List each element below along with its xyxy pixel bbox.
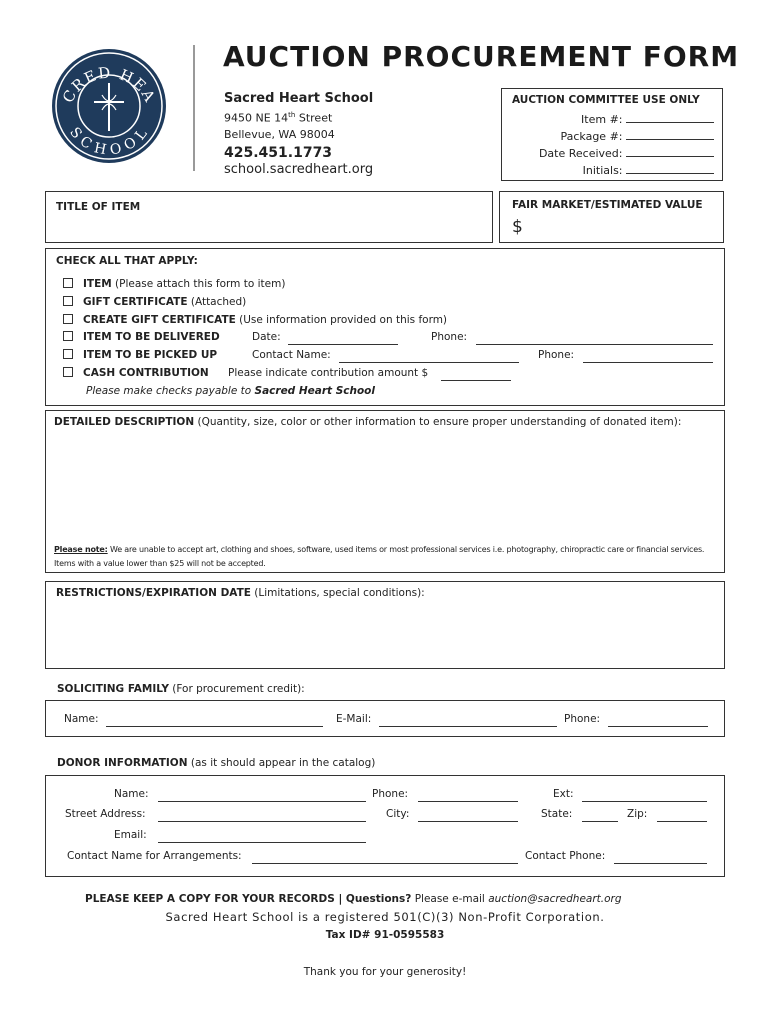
- option-cash: CASH CONTRIBUTION: [63, 367, 209, 379]
- committee-item-field[interactable]: Item #:: [539, 111, 714, 128]
- school-website[interactable]: school.sacredheart.org: [224, 162, 374, 177]
- page-title: AUCTION PROCUREMENT FORM: [223, 40, 740, 73]
- donor-state-input[interactable]: [582, 821, 618, 822]
- donor-heading: DONOR INFORMATION (as it should appear in the catalog): [57, 757, 376, 769]
- donor-phone-label: Phone:: [372, 788, 409, 800]
- logo-bottom-text: SCHOOL: [66, 124, 152, 159]
- check-heading: CHECK ALL THAT APPLY:: [56, 255, 198, 267]
- donor-phone-input[interactable]: [418, 801, 518, 802]
- soliciting-email-label: E-Mail:: [336, 713, 372, 725]
- donor-ext-input[interactable]: [582, 801, 707, 802]
- soliciting-heading: SOLICITING FAMILY (For procurement credit):: [57, 683, 305, 695]
- option-item: ITEM (Please attach this form to item): [63, 278, 285, 290]
- cash-note: Please indicate contribution amount $: [228, 367, 429, 379]
- delivered-checkbox[interactable]: [63, 331, 73, 341]
- checks-note: Please make checks payable to Sacred Heart School: [86, 385, 375, 397]
- soliciting-email-input[interactable]: [379, 726, 557, 727]
- donor-ext-label: Ext:: [553, 788, 574, 800]
- currency-symbol: $: [512, 217, 523, 237]
- committee-title: AUCTION COMMITTEE USE ONLY: [512, 94, 700, 106]
- description-note: Please note: We are unable to accept art, clothing and shoes, software, used items or most professional services i.e. photography, chiropractic care or financial services. Items with a value lower than $25 will not be accepted.: [54, 545, 705, 568]
- donor-street-input[interactable]: [158, 821, 366, 822]
- donor-email-input[interactable]: [158, 842, 366, 843]
- footer-nonprofit: Sacred Heart School is a registered 501(C)(3) Non-Profit Corporation.: [165, 910, 605, 924]
- delivered-phone-label: Phone:: [431, 331, 468, 343]
- option-create: CREATE GIFT CERTIFICATE (Use information provided on this form): [63, 314, 447, 326]
- picked-checkbox[interactable]: [63, 349, 73, 359]
- option-gift: GIFT CERTIFICATE (Attached): [63, 296, 246, 308]
- cash-checkbox[interactable]: [63, 367, 73, 377]
- header-divider: [193, 45, 195, 171]
- donor-zip-input[interactable]: [657, 821, 707, 822]
- soliciting-phone-input[interactable]: [608, 726, 708, 727]
- donor-contact-label: Contact Name for Arrangements:: [67, 850, 242, 862]
- create-checkbox[interactable]: [63, 314, 73, 324]
- donor-city-input[interactable]: [418, 821, 518, 822]
- donor-email-label: Email:: [114, 829, 147, 841]
- donor-city-label: City:: [386, 808, 410, 820]
- donor-state-label: State:: [541, 808, 573, 820]
- description-field[interactable]: [45, 410, 725, 573]
- title-of-item-field[interactable]: [45, 191, 493, 243]
- committee-initials-field[interactable]: Initials:: [539, 162, 714, 179]
- delivered-date-input[interactable]: [288, 344, 398, 345]
- school-phone: 425.451.1773: [224, 145, 333, 161]
- option-picked: ITEM TO BE PICKED UP: [63, 349, 217, 361]
- footer-taxid: Tax ID# 91-0595583: [325, 929, 445, 941]
- committee-fields: [539, 111, 714, 179]
- restrictions-field[interactable]: [45, 581, 725, 669]
- option-delivered: ITEM TO BE DELIVERED: [63, 331, 220, 343]
- school-name: Sacred Heart School: [224, 91, 374, 106]
- soliciting-phone-label: Phone:: [564, 713, 601, 725]
- soliciting-box: [45, 700, 725, 737]
- delivered-phone-input[interactable]: [476, 344, 713, 345]
- check-all-box: [45, 248, 725, 406]
- footer-keep-copy: PLEASE KEEP A COPY FOR YOUR RECORDS | Questions? Please e-mail auction@sacredheart.org: [85, 893, 622, 905]
- committee-box: [501, 88, 723, 181]
- donor-name-input[interactable]: [158, 801, 366, 802]
- logo-top-text: CRED HEA: [58, 63, 160, 106]
- school-street: 9450 NE 14th Street: [224, 111, 333, 125]
- restrictions-heading: RESTRICTIONS/EXPIRATION DATE (Limitations, special conditions):: [56, 587, 425, 599]
- cash-amount-input[interactable]: [441, 380, 511, 381]
- description-heading: DETAILED DESCRIPTION (Quantity, size, color or other information to ensure proper understanding of donated item):: [54, 416, 682, 428]
- fair-market-label: FAIR MARKET/ESTIMATED VALUE: [512, 199, 703, 211]
- school-city: Bellevue, WA 98004: [224, 128, 335, 141]
- donor-contact-phone-input[interactable]: [614, 863, 707, 864]
- picked-contact-label: Contact Name:: [252, 349, 331, 361]
- fair-market-field[interactable]: [499, 191, 724, 243]
- picked-contact-input[interactable]: [339, 362, 519, 363]
- donor-name-label: Name:: [114, 788, 149, 800]
- soliciting-name-input[interactable]: [106, 726, 323, 727]
- footer-thanks: Thank you for your generosity!: [303, 966, 467, 978]
- item-checkbox[interactable]: [63, 278, 73, 288]
- soliciting-name-label: Name:: [64, 713, 99, 725]
- committee-date-field[interactable]: Date Received:: [539, 145, 714, 162]
- picked-phone-input[interactable]: [583, 362, 713, 363]
- auction-email-link[interactable]: auction@sacredheart.org: [488, 893, 622, 905]
- donor-zip-label: Zip:: [627, 808, 648, 820]
- donor-contact-input[interactable]: [252, 863, 518, 864]
- school-logo: [50, 47, 168, 165]
- title-of-item-label: TITLE OF ITEM: [56, 201, 141, 213]
- donor-contact-phone-label: Contact Phone:: [525, 850, 606, 862]
- gift-checkbox[interactable]: [63, 296, 73, 306]
- donor-box: [45, 775, 725, 877]
- picked-phone-label: Phone:: [538, 349, 575, 361]
- donor-street-label: Street Address:: [65, 808, 146, 820]
- committee-package-field[interactable]: Package #:: [539, 128, 714, 145]
- delivered-date-label: Date:: [252, 331, 281, 343]
